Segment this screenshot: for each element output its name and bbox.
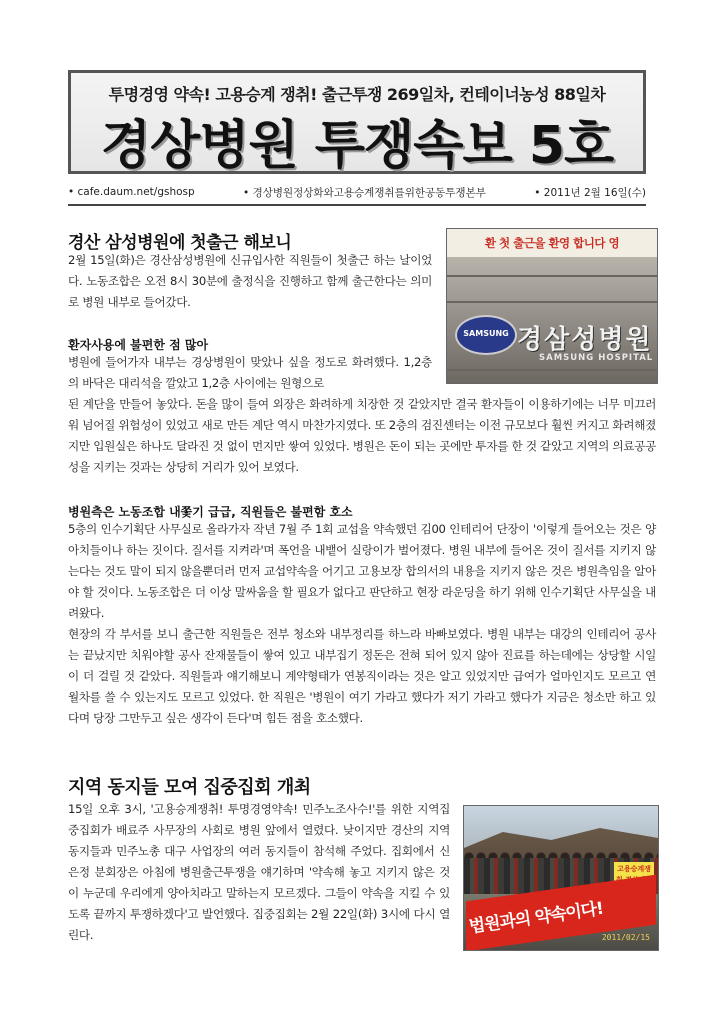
rally-banner-text: 법원과의 약속이다! bbox=[467, 898, 605, 938]
article1-section1-heading: 환자사용에 불편한 점 많아 bbox=[68, 338, 209, 352]
hospital-building bbox=[447, 257, 657, 383]
photo-date-stamp: 2011/02/15 bbox=[601, 933, 650, 942]
info-bar bbox=[68, 180, 646, 206]
article1-intro: 2월 15일(화)은 경산삼성병원에 신규입사한 직원들이 첫출근 하는 날이었다. 노동조합은 오전 8시 30분에 출정식을 진행하고 함께 출근한다는 의미로 병원 내부로 들어갔다. bbox=[68, 253, 432, 309]
website-link[interactable]: • cafe.daum.net/gshosp bbox=[68, 186, 195, 198]
issue-date: • 2011년 2월 16일(수) bbox=[534, 186, 646, 199]
article1-section2-body-a: 5층의 인수기획단 사무실로 올라가자 작년 7월 주 1회 교섭을 약속했던 김00 인테리어 단장이 '이렇게 들어오는 것은 양아치들이나 하는 짓이다. 질서를 지켜라'며 폭언을 내뱉어 실랑이가 벌어졌다. 병원 내부에 들어온 것이 질서를 지키지 않는다는 것도 말이 되지 않을뿐더러 먼저 교섭약속을 어기고 고용보장 합의서의 내용을 지키지 않은 것은 병원측임을 알아야 할 것이다. 노동조합은 더 이상 말싸움을 할 필요가 없다고 판단하고 현장 라운딩을 하기 위해 인수기획단 사무실을 내려왔다. bbox=[68, 522, 656, 620]
article1-headline: 경산 삼성병원에 첫출근 해보니 bbox=[68, 233, 292, 253]
masthead-subtitle: 투명경영 약속! 고용승계 쟁취! 출근투쟁 269일차, 컨테이너농성 88일차 bbox=[108, 85, 606, 104]
hospital-sign-english: SAMSUNG HOSPITAL bbox=[539, 353, 654, 363]
welcome-banner: 환 첫 출근을 환영 합니다 영 bbox=[447, 229, 657, 257]
article1-section2-body-b: 현장의 각 부서를 보니 출근한 직원들은 전부 청소와 내부정리를 하느라 바빠보였다. 병원 내부는 대강의 인테리어 공사는 끝났지만 치워야할 공사 잔재물들이 쌓여 있고 내부집기 정돈은 전혀 되어 있지 않아 진료를 하는데에는 상당할 시일이 더 걸릴 것 같았다. 직원들과 얘기해보니 계약형태가 연봉직이라는 것은 알고 있었지만 급여가 얼마인지도 모르고 연월차를 쓸 수 있는지도 모르고 있었다. 한 직원은 '병원이 여기 가라고 했다가 저기 가라고 했다가 지금은 청소만 하고 있다며 당장 그만두고 싶은 생각이 든다'며 힘든 점을 호소했다. bbox=[68, 627, 656, 725]
masthead-title: 경상병원 투쟁속보 5호 bbox=[100, 116, 614, 176]
article1-section2-heading: 병원측은 노동조합 내쫓기 급급, 직원들은 불편함 호소 bbox=[68, 505, 353, 519]
article1-section1-body-b: 된 계단을 만들어 놓았다. 돈을 많이 들여 외장은 화려하게 치장한 것 같았지만 결국 환자들이 이용하기에는 너무 미끄러워 넘어질 위험성이 있었고 새로 만든 계단 역시 마찬가지였다. 또 2층의 검진센터는 이전 규모보다 훨씬 커지고 화려해졌지만 입원실은 하나도 달라진 것 없이 먼지만 쌓여 있었다. 병원은 돈이 되는 곳에만 투자를 한 것 같았고 지역의 의료공공성을 지키는 것과는 상당히 거리가 있어 보였다. bbox=[68, 397, 656, 474]
hospital-sign-korean: 경삼성병원 bbox=[517, 325, 653, 355]
hospital-sign-photo bbox=[446, 228, 658, 384]
article2-body: 15일 오후 3시, '고용승계쟁취! 투명경영약속! 민주노조사수!'를 위한 지역집중집회가 배료주 사무장의 사회로 병원 앞에서 열렸다. 낮이지만 경산의 지역동지들과 민주노총 대구 사업장의 여러 동지들이 참석해 주었다. 집회에서 신은정 분회장은 아침에 병원출근투쟁을 얘기하며 '약속해 놓고 지키지 않은 것이 누군데 우리에게 양아치라고 말하는지 모르겠다. 그들이 약속을 지킬 수 있도록 끝까지 투쟁하겠다'고 발언했다. 집중집회는 2월 22일(화) 3시에 다시 열린다. bbox=[68, 802, 450, 942]
article2-headline: 지역 동지들 모여 집중집회 개최 bbox=[68, 777, 311, 798]
rally-picket-sign: 고용승계쟁 bbox=[614, 862, 654, 896]
article1-section1-body-a: 병원에 들어가자 내부는 경상병원이 맞았나 싶을 정도로 화려했다. 1,2층의 바닥은 대리석을 깔았고 1,2층 사이에는 원형으로 bbox=[68, 355, 432, 390]
organization-name: • 경상병원정상화와고용승계쟁취를위한공동투쟁본부 bbox=[243, 186, 486, 199]
samsung-logo: SAMSUNG bbox=[455, 315, 517, 355]
masthead bbox=[68, 70, 646, 174]
rally-photo bbox=[463, 805, 659, 951]
